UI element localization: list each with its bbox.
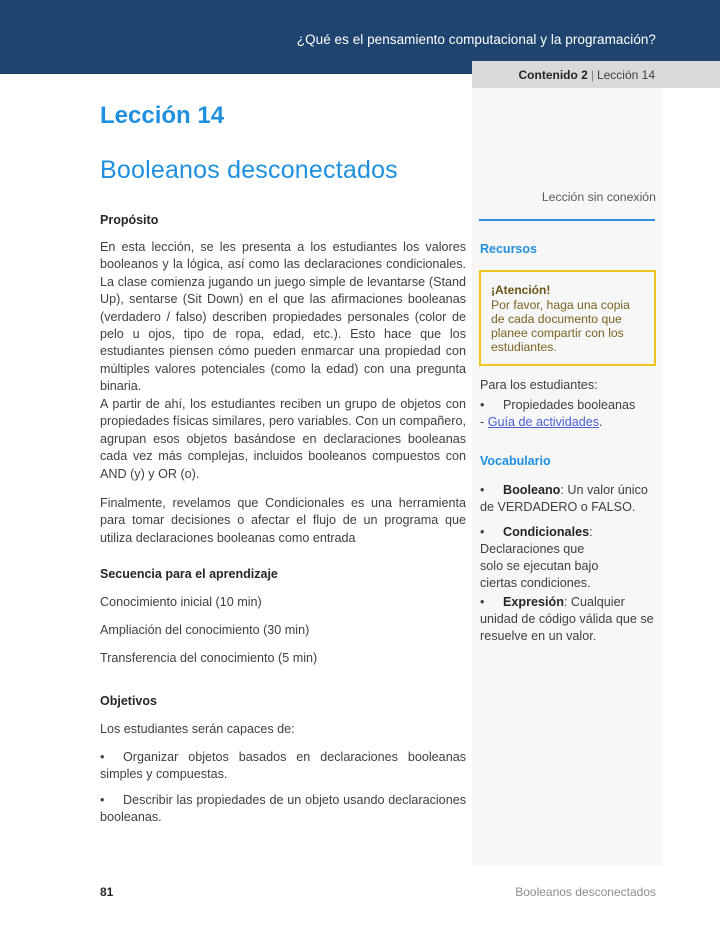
sequence-heading: Secuencia para el aprendizaje (100, 567, 278, 581)
bullet-icon: • (480, 525, 485, 539)
content-label: Contenido 2 (518, 68, 588, 82)
purpose-heading: Propósito (100, 213, 159, 227)
purpose-paragraph-3: Finalmente, revelamos que Condicionales es una herramienta para tomar decisiones o afectar el flujo de un programa que utiliza declaraciones booleanas como entrada (100, 496, 466, 545)
purpose-paragraph-1: En esta lección, se les presenta a los estudiantes los valores booleanos y la lógica, así como las declaraciones condicionales. La clase comienza jugando un juego simple de levantarse (Stand Up), sentarse (Sit Down) en el que las afirmaciones booleanas (verdadero / falso) describen propiedades personales (color de pelo u ojos, tipo de ropa, edad, etc.). Esto hace que los estudiantes piensen cómo pueden enmarcar una propiedad con múltiples valores potenciales (como la edad) con una pregunta binaria. (100, 240, 466, 394)
resources-heading: Recursos (480, 242, 537, 256)
sequence-item: Conocimiento inicial (10 min) (100, 595, 262, 609)
resource-item: • Propiedades booleanas (480, 398, 636, 412)
vocab-term: Expresión (503, 595, 564, 609)
lesson-type: Lección sin conexión (541, 190, 656, 204)
bullet-icon: • (480, 483, 485, 497)
objectives-heading: Objetivos (100, 694, 157, 708)
resource-link-line: - Guía de actividades. (480, 415, 603, 429)
bullet-icon: • (480, 398, 485, 412)
divider (479, 219, 655, 221)
footer-title: Booleanos desconectados (515, 885, 656, 899)
vocabulary-item-condicionales: • Condicionales: Declaraciones que solo se ejecutan bajo ciertas condiciones. (480, 525, 599, 590)
vocab-term: Booleano (503, 483, 561, 497)
vocabulary-item-expresion: • Expresión: Cualquier unidad de código válida que se resuelve en un valor. (480, 595, 654, 643)
vocabulary-item-booleano: • Booleano: Un valor único de VERDADERO o FALSO. (480, 483, 648, 514)
objective-item: • Describir las propiedades de un objeto usando declaraciones booleanas. (100, 793, 466, 825)
lesson-title: Booleanos desconectados (100, 156, 398, 184)
content-lesson-strip (472, 61, 720, 88)
bullet-icon: • (480, 595, 485, 609)
lesson-label: Lección 14 (596, 68, 655, 82)
bullet-icon: • (100, 750, 105, 764)
objective-item: • Organizar objetos basados en declaraciones booleanas simples y compuestas. (100, 750, 466, 782)
separator: | (590, 68, 594, 82)
vocabulary-heading: Vocabulario (480, 454, 551, 468)
lesson-number: Lección 14 (100, 102, 225, 129)
attention-title: ¡Atención! (491, 283, 551, 297)
sidebar-panel (472, 88, 662, 866)
activity-guide-link[interactable]: Guía de actividades (487, 415, 600, 429)
document-title: ¿Qué es el pensamiento computacional y la programación? (296, 32, 656, 47)
purpose-paragraph-2: A partir de ahí, los estudiantes reciben un grupo de objetos con propiedades físicas similares, pero variables. Con un compañero, agrupan esos objetos basándose en declaraciones booleanas cada vez más complejas, incluidos booleanos compuestos con AND (y) y OR (o). (100, 397, 466, 481)
attention-box (479, 270, 656, 366)
sequence-item: Transferencia del conocimiento (5 min) (100, 651, 318, 665)
vocab-term: Condicionales (503, 525, 590, 539)
attention-body: Por favor, haga una copia de cada documento que planee compartir con los estudiantes. (491, 297, 630, 355)
students-label: Para los estudiantes: (480, 378, 598, 392)
bullet-icon: • (100, 793, 105, 807)
page-number: 81 (100, 885, 114, 899)
objectives-intro: Los estudiantes serán capaces de: (100, 722, 295, 736)
sequence-item: Ampliación del conocimiento (30 min) (100, 623, 310, 637)
